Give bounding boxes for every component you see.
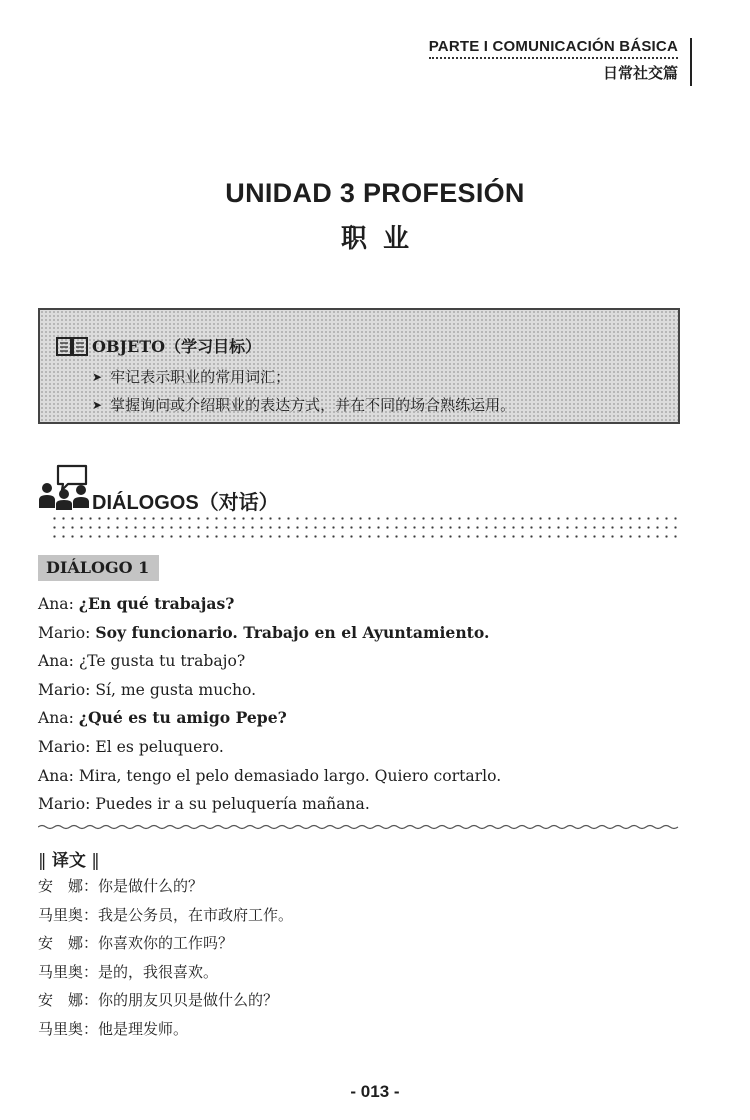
translation-line: 安 娜：你喜欢你的工作吗？ (38, 934, 234, 952)
dotted-divider (50, 514, 680, 540)
dialogue-line (38, 762, 698, 791)
utterance: El es peluquero. (95, 737, 224, 756)
translation-label: 译文 (51, 851, 86, 871)
speaker: Mario: (38, 680, 96, 699)
objectives-box (38, 308, 680, 424)
double-bar-left: ‖ (38, 851, 52, 871)
translation-heading (38, 846, 100, 871)
objectives-heading-row (56, 334, 261, 357)
speaker: Mario: (38, 737, 96, 756)
dialogue-line (38, 590, 698, 619)
objective-item (92, 394, 515, 415)
speaker: Ana: (38, 709, 79, 728)
dialogues-heading: DIÁLOGOS（对话） (92, 492, 279, 514)
utterance: Soy funcionario. Trabajo en el Ayuntamiento. (95, 622, 490, 642)
unit-title: UNIDAD 3 PROFESIÓN (225, 178, 525, 208)
objective-text: 牢记表示职业的常用词汇； (110, 368, 291, 386)
speaker: Mario: (38, 795, 96, 814)
double-bar-right: ‖ (85, 851, 100, 871)
objective-text: 掌握询问或介绍职业的表达方式，并在不同的场合熟练运用。 (110, 396, 516, 414)
utterance: Mira, tengo el pelo demasiado largo. Quiero cortarlo. (78, 766, 502, 785)
translation-line: 安 娜：你是做什么的？ (38, 877, 204, 895)
wavy-divider (38, 822, 680, 832)
conversation-icon (38, 464, 90, 510)
objective-item (92, 366, 290, 387)
translation-line: 安 娜：你的朋友贝贝是做什么的？ (38, 991, 279, 1009)
arrow-bullet-icon: ➤ (92, 397, 103, 412)
translation-line: 马里奥：我是公务员，在市政府工作。 (38, 905, 294, 924)
dialogue-1 (38, 590, 698, 819)
unit-subtitle: 职业 (340, 224, 425, 254)
translation-line: 马里奥：是的，我很喜欢。 (38, 962, 219, 981)
dialogue-line (38, 733, 698, 762)
speaker: Ana: (38, 766, 79, 785)
header-part-title: PARTE I COMUNICACIÓN BÁSICA (429, 38, 678, 59)
arrow-bullet-icon: ➤ (92, 369, 103, 384)
translation-line: 马里奥：他是理发师。 (38, 1019, 189, 1038)
open-book-icon (56, 335, 88, 357)
dialogue-line (38, 704, 698, 733)
dialogue-line (38, 790, 698, 819)
dialogue-label: DIÁLOGO 1 (38, 555, 159, 581)
dialogue-line (38, 619, 698, 648)
speaker: Mario: (38, 623, 96, 642)
translation-block (38, 872, 698, 1043)
running-header (360, 38, 692, 86)
speaker: Ana: (38, 595, 79, 613)
objectives-heading: OBJETO（学习目标） (92, 337, 262, 356)
dialogues-section-header (38, 462, 680, 542)
utterance: Puedes ir a su peluquería mañana. (95, 795, 370, 814)
dialogue-line (38, 676, 698, 705)
page-number: - 013 - (350, 1082, 400, 1101)
utterance: ¿Te gusta tu trabajo? (78, 652, 246, 671)
speaker: Ana: (38, 652, 79, 671)
dialogue-line (38, 647, 698, 676)
header-part-title-chinese: 日常社交篇 (602, 64, 678, 82)
utterance: Sí, me gusta mucho. (95, 680, 257, 699)
utterance: ¿Qué es tu amigo Pepe? (78, 708, 287, 728)
utterance: ¿En qué trabajas? (78, 594, 235, 613)
